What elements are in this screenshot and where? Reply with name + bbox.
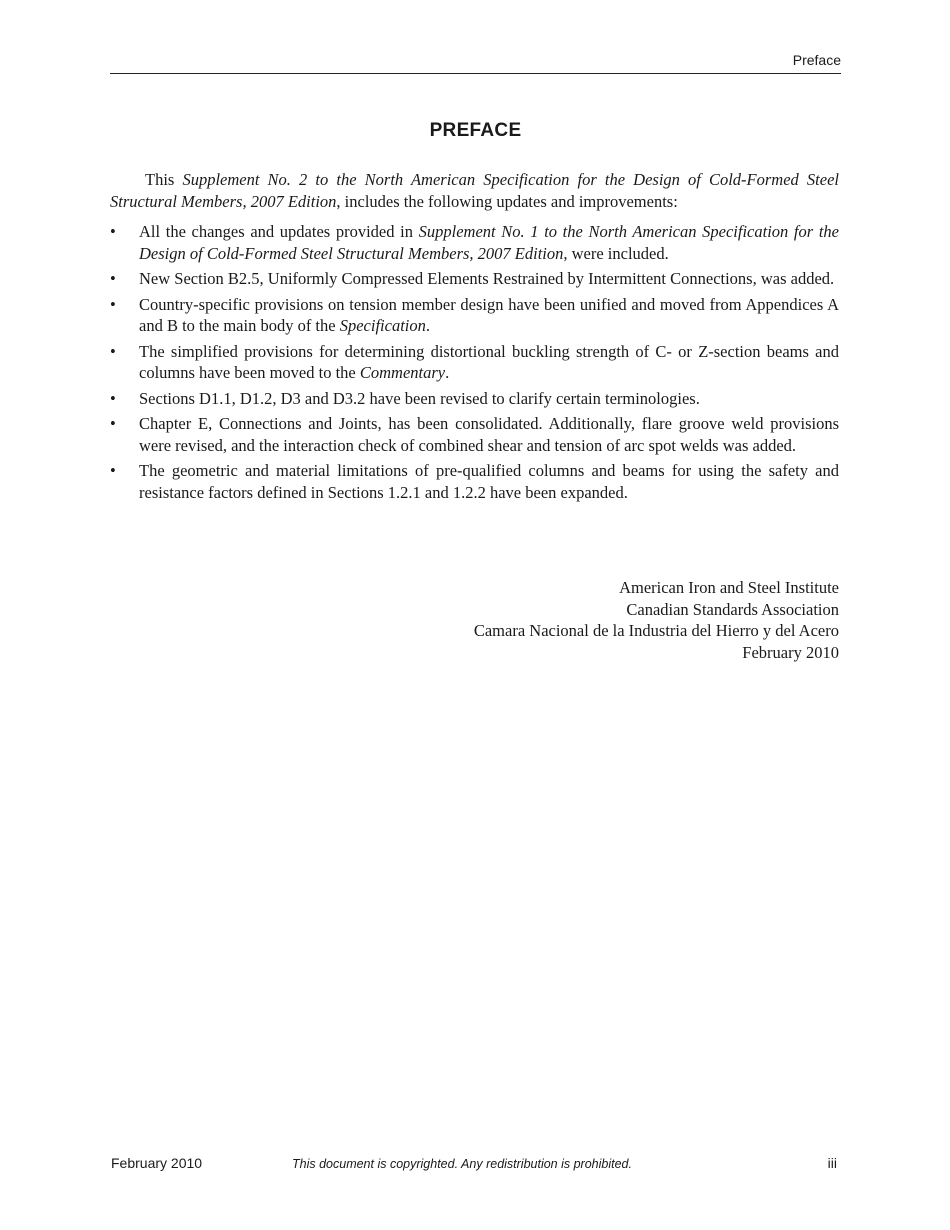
list-item xyxy=(110,460,839,503)
list-item-text-end: . xyxy=(425,316,430,335)
header-rule xyxy=(110,73,841,74)
signature-line: American Iron and Steel Institute xyxy=(619,578,839,597)
bullet-icon: • xyxy=(110,461,116,480)
intro-paragraph xyxy=(110,169,839,212)
list-item-text: The simplified provisions for determining distortional buckling strength of C- or Z-section beams and columns have been moved to the xyxy=(139,341,839,382)
body-text xyxy=(110,169,839,507)
list-item xyxy=(110,388,839,410)
list-item-italic: Supplement No. 1 to the North American Specification for the Design of Cold-Formed Steel Structural Members, 2007 Edition xyxy=(139,222,839,263)
intro-text-end: , includes the following updates and improvements: xyxy=(336,191,678,211)
page-title: PREFACE xyxy=(429,120,522,141)
footer-date: February 2010 xyxy=(111,1155,203,1171)
list-item-text: Country-specific provisions on tension member design have been unified and moved from Appendices A and B to the main body of the xyxy=(139,294,839,335)
list-item xyxy=(110,268,839,290)
list-item xyxy=(110,294,839,337)
intro-document-title: Supplement No. 2 to the North American Specification for the Design of Cold-Formed Steel Structural Members, 2007 Edition xyxy=(110,170,839,211)
list-item-text-end: . xyxy=(445,363,450,382)
bullet-icon: • xyxy=(110,414,116,433)
bullet-icon: • xyxy=(110,341,116,361)
signature-block xyxy=(474,577,839,663)
list-item-text: New Section B2.5, Uniformly Compressed Elements Restrained by Intermittent Connections, was added. xyxy=(139,269,835,288)
update-list xyxy=(110,221,839,503)
list-item-text: All the changes and updates provided in xyxy=(139,222,419,241)
page-number: iii xyxy=(827,1155,837,1171)
list-item-text-end: , were included. xyxy=(563,243,669,263)
bullet-icon: • xyxy=(110,294,116,314)
copyright-notice: This document is copyrighted. Any redistribution is prohibited. xyxy=(292,1157,632,1171)
list-item-text: Chapter E, Connections and Joints, has been consolidated. Additionally, flare groove weld provisions were revised, and the interaction check of combined shear and tension of arc spot welds was added. xyxy=(139,414,839,455)
running-header: Preface xyxy=(792,52,841,68)
list-item xyxy=(110,413,839,456)
bullet-icon: • xyxy=(110,222,116,241)
list-item-italic: Specification xyxy=(339,316,426,335)
list-item-text: Sections D1.1, D1.2, D3 and D3.2 have been revised to clarify certain terminologies. xyxy=(139,388,700,408)
list-item xyxy=(110,221,839,264)
signature-date: February 2010 xyxy=(742,642,839,662)
intro-text: This xyxy=(145,170,183,189)
list-item-text: The geometric and material limitations of pre-qualified columns and beams for using the safety and resistance factors defined in Sections 1.2.1 and 1.2.2 have been expanded. xyxy=(139,461,839,502)
signature-line: Camara Nacional de la Industria del Hierro y del Acero xyxy=(473,621,839,640)
signature-line: Canadian Standards Association xyxy=(626,599,839,619)
bullet-icon: • xyxy=(110,269,116,288)
list-item xyxy=(110,341,839,384)
list-item-italic: Commentary xyxy=(359,363,446,382)
bullet-icon: • xyxy=(110,388,116,408)
